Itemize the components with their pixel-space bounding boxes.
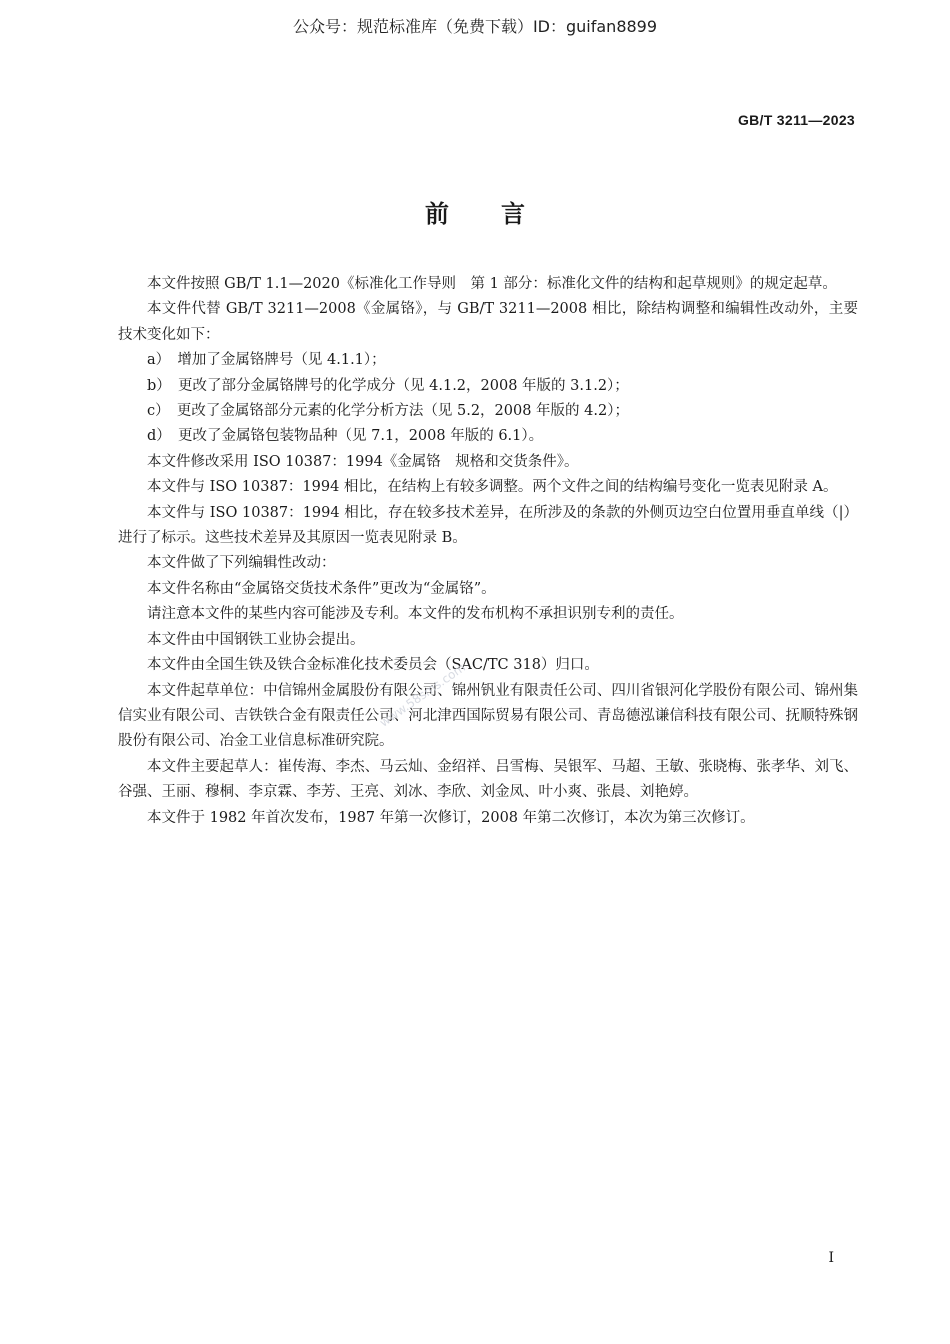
change-item-a: a） 增加了金属铬牌号（见 4.1.1）； [147,352,386,369]
paragraph-history: 本文件于 1982 年首次发布，1987 年第一次修订，2008 年第二次修订，本次为第三次修订。 [147,809,755,826]
change-item-b: b） 更改了部分金属铬牌号的化学成分（见 4.1.2，2008 年版的 3.1.2）； [147,377,629,394]
standard-code: GB/T 3211—2023 [737,112,855,128]
change-item-d: d） 更改了金属铬包装物品种（见 7.1，2008 年版的 6.1）。 [147,428,544,445]
download-banner: 公众号：规范标准库（免费下载）ID：guifan8899 [292,17,658,36]
paragraph-editorial-intro: 本文件做了下列编辑性改动： [147,555,336,572]
paragraph-proposer: 本文件由中国钢铁工业协会提出。 [147,631,365,648]
change-item-c: c） 更改了金属铬部分元素的化学分析方法（见 5.2，2008 年版的 4.2）； [147,403,629,420]
paragraph-drafting-rules: 本文件按照 GB/T 1.1—2020《标准化工作导则 第 1 部分：标准化文件的结构和起草规则》的规定起草。 [147,276,837,292]
paragraph-drafting-units: 本文件起草单位：中信锦州金属股份有限公司、锦州钒业有限责任公司、四川省银河化学股份有限公司、锦州集信实业有限公司、吉铁铁合金有限责任公司、河北津西国际贸易有限公司、青岛德泓谦信科技有限公司、抚顺特殊钢股份有限公司、冶金工业信息标准研究院。 [118,682,858,750]
paragraph-replacement: 本文件代替 GB/T 3211—2008《金属铬》，与 GB/T 3211—2008 相比，除结构调整和编辑性改动外，主要技术变化如下： [118,301,858,343]
paragraph-technical-diff: 本文件与 ISO 10387：1994 相比，存在较多技术差异，在所涉及的条款的外侧页边空白位置用垂直单线（|）进行了标示。这些技术差异及其原因一览表见附录 B。 [118,504,858,547]
watermark-text: www.58sms.com [377,660,468,730]
paragraph-drafters: 本文件主要起草人：崔传海、李杰、马云灿、金绍祥、吕雪梅、吴银军、马超、王敏、张晓梅、张孝华、刘飞、谷强、王丽、穆桐、李京霖、李芳、王亮、刘冰、李欣、刘金凤、叶小爽、张晨、刘艳婷。 [118,758,858,801]
paragraph-name-change: 本文件名称由“金属铬交货技术条件”更改为“金属铬”。 [147,580,496,597]
foreword-body [118,272,858,831]
paragraph-patent-notice: 请注意本文件的某些内容可能涉及专利。本文件的发布机构不承担识别专利的责任。 [147,606,684,623]
page-number: I [828,1250,834,1266]
paragraph-committee: 本文件由全国生铁及铁合金标准化技术委员会（SAC/TC 318）归口。 [147,657,599,674]
paragraph-iso-adoption: 本文件修改采用 ISO 10387：1994《金属铬 规格和交货条件》。 [147,453,579,470]
page-title: 前言 [425,199,577,228]
paragraph-structure-diff: 本文件与 ISO 10387：1994 相比，在结构上有较多调整。两个文件之间的结构编号变化一览表见附录 A。 [147,479,838,496]
